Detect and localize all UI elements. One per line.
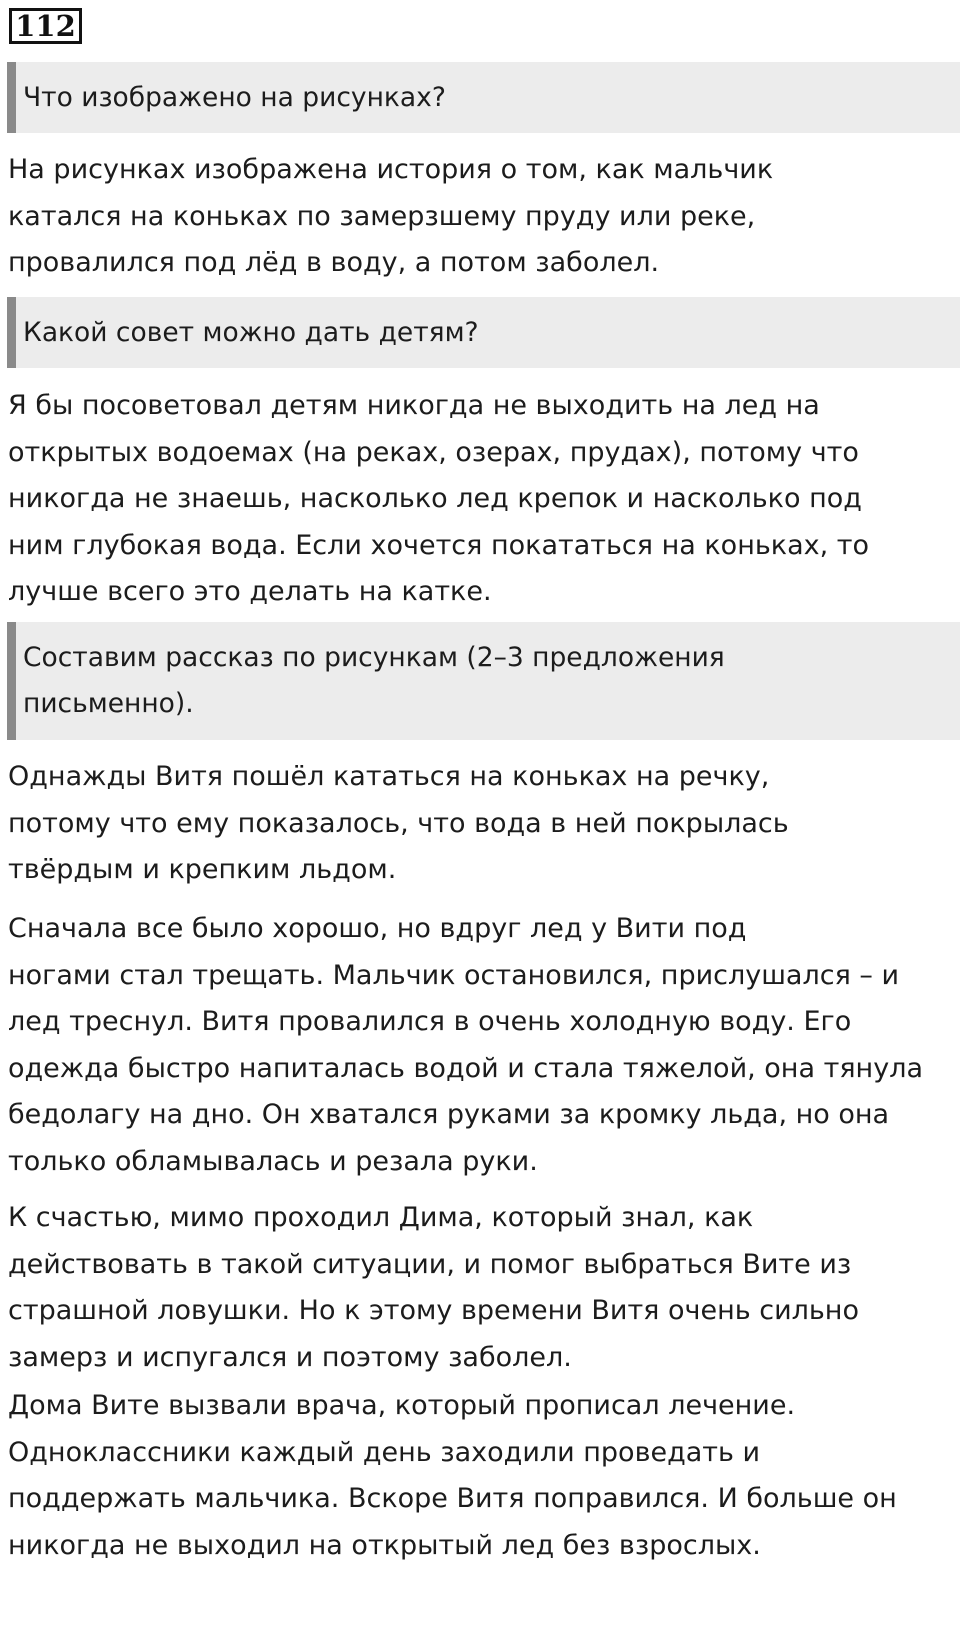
question-3: Составим рассказ по рисункам (2–3 предложения письменно). (7, 622, 960, 740)
story-paragraph-3: К счастью, мимо проходил Дима, который знал, как действовать в такой ситуации, и помог выбраться Вите из страшной ловушки. Но к этому времени Витя очень сильно замерз и испугался и поэтому заболел. (8, 1202, 859, 1373)
question-2: Какой совет можно дать детям? (7, 297, 960, 368)
answer-2-paragraph: Я бы посоветовал детям никогда не выходить на лед на открытых водоемах (на реках, озерах, прудах), потому что никогда не знаешь, насколько лед крепок и насколько под ним глубокая вода. Если хочется покататься на коньках, то лучше всего это делать на катке. (8, 390, 870, 607)
question-1: Что изображено на рисунках? (7, 62, 960, 133)
story-paragraph-2: Сначала все было хорошо, но вдруг лед у Вити под ногами стал трещать. Мальчик остановился, прислушался – и лед треснул. Витя провалился в очень холодную воду. Его одежда быстро напиталась водой и стала тяжелой, она тянула бедолагу на дно. Он хватался руками за кромку льда, но она только обламывалась и резала руки. (8, 913, 923, 1177)
answer-1-paragraph: На рисунках изображена история о том, как мальчик катался на коньках по замерзшему пруду или реке, провалился под лёд в воду, а потом заболел. (8, 154, 774, 278)
task-number-badge: 112 (9, 8, 82, 44)
story-paragraph-4: Дома Вите вызвали врача, который прописал лечение. Одноклассники каждый день заходили проведать и поддержать мальчика. Вскоре Витя поправился. И больше он никогда не выходил на открытый лед без взрослых. (8, 1390, 897, 1561)
story-paragraph-1: Однажды Витя пошёл кататься на коньках на речку, потому что ему показалось, что вода в ней покрылась твёрдым и крепким льдом. (8, 761, 789, 885)
